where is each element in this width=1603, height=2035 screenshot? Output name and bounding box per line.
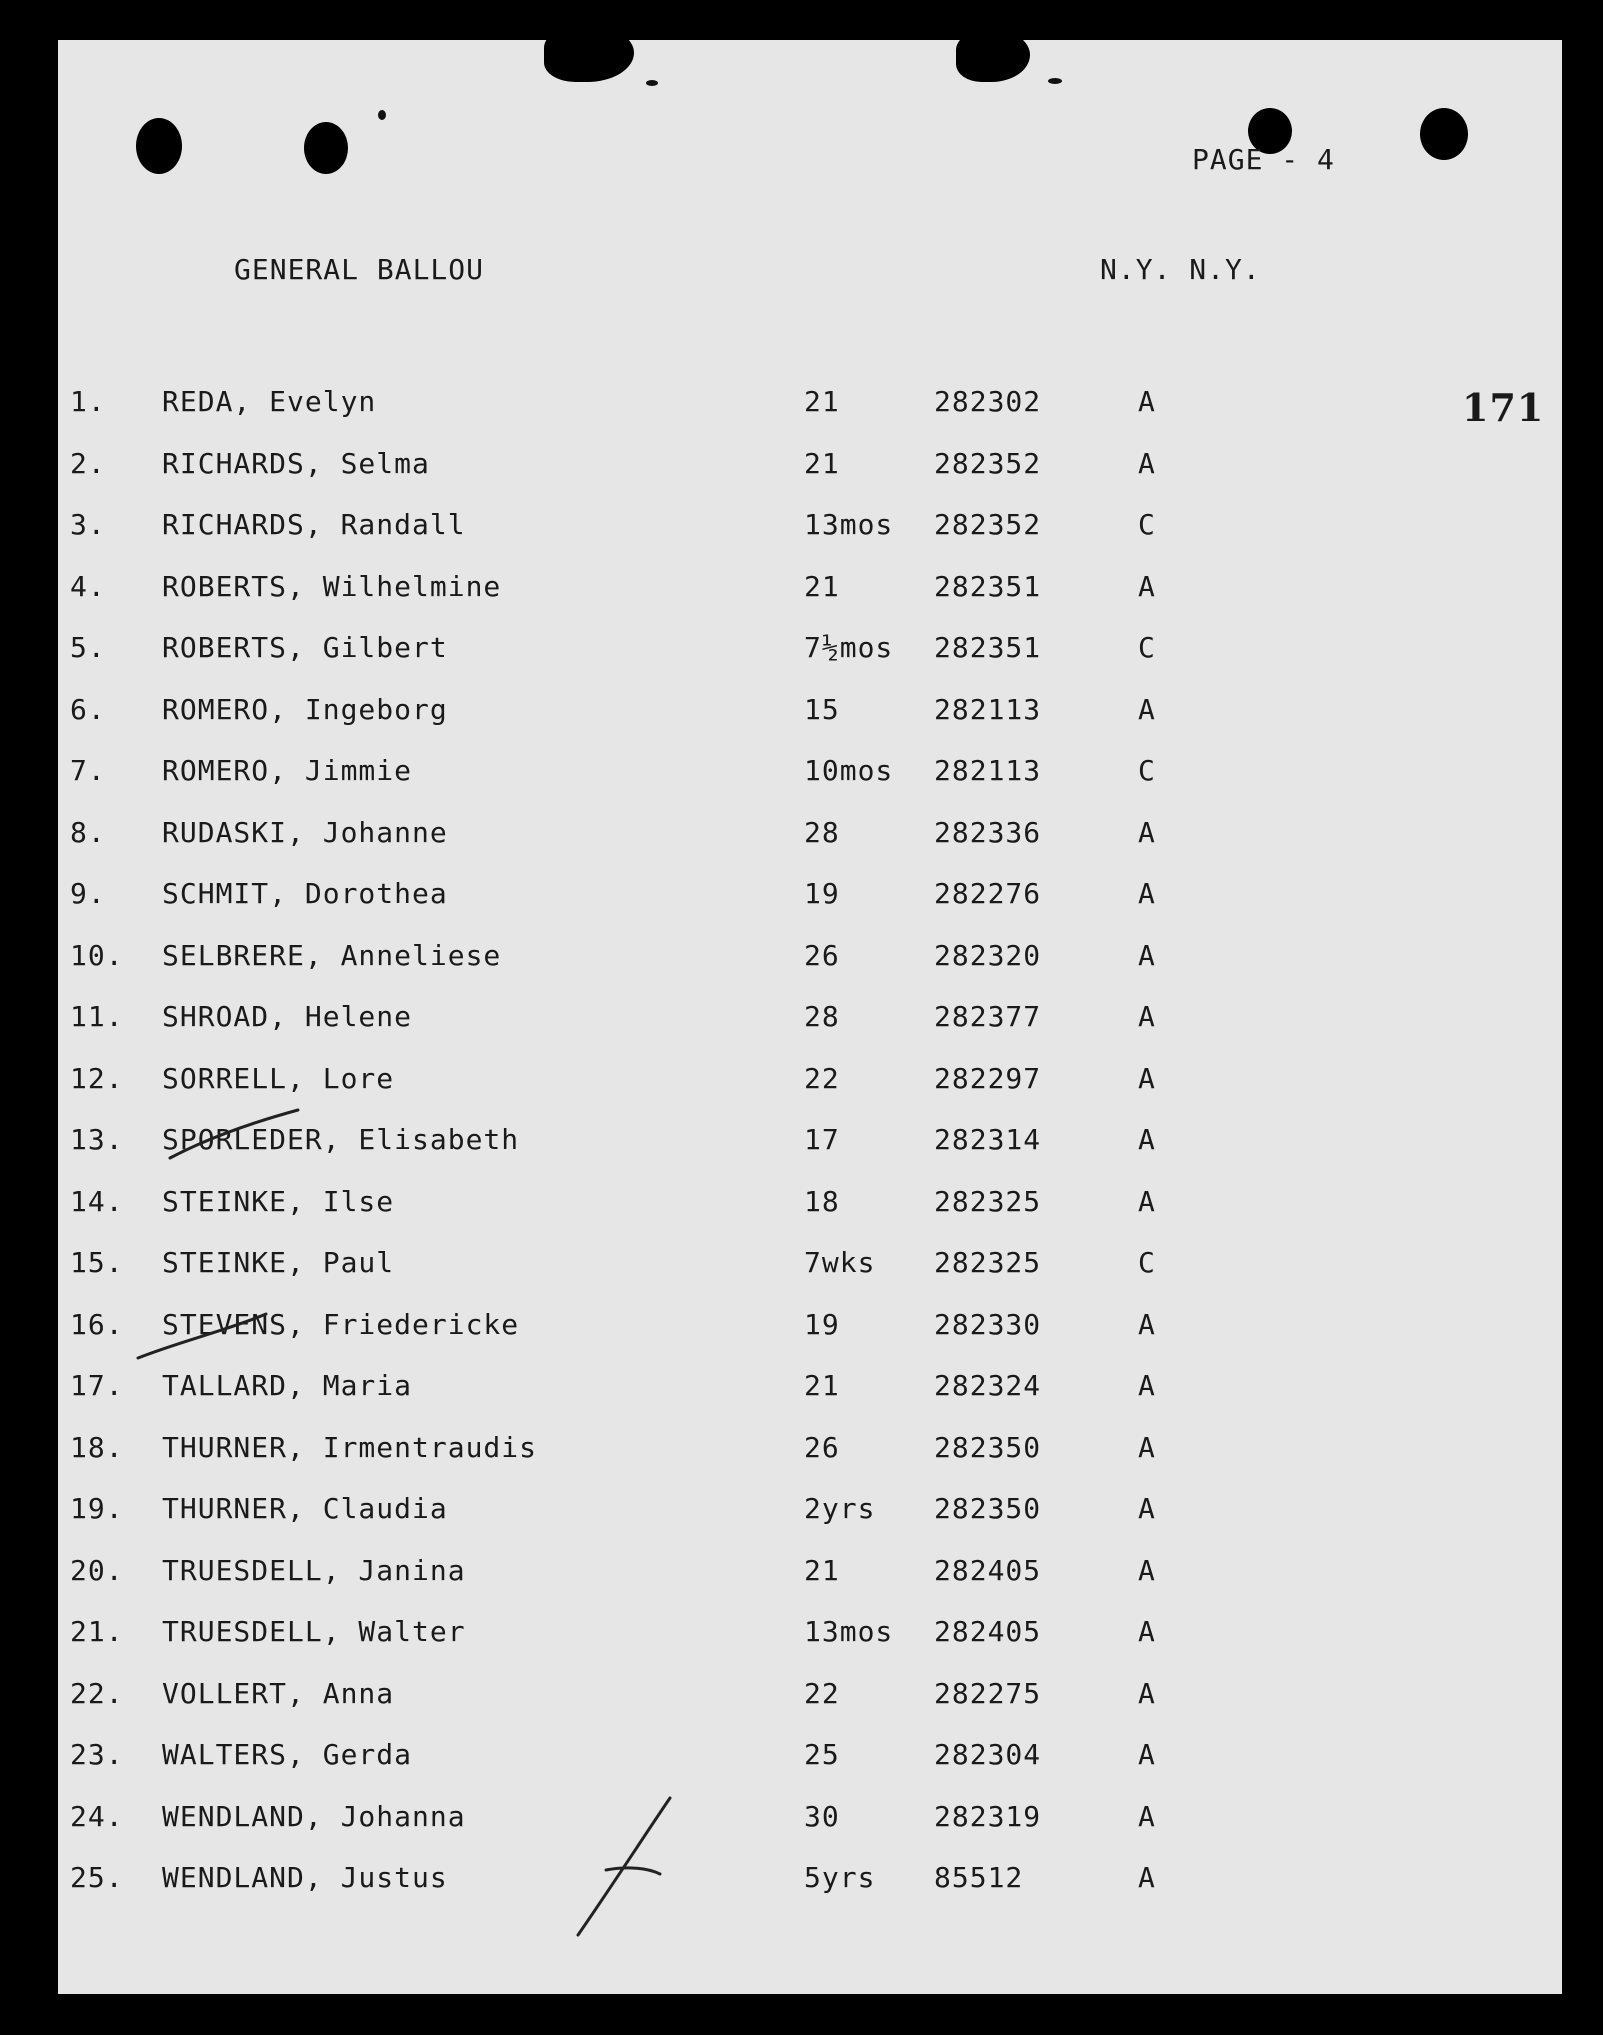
row-number: 20. [70,1553,124,1587]
passenger-id: 282350 [934,1430,1042,1464]
passenger-name: RICHARDS, Randall [162,508,466,541]
passenger-id: 282324 [934,1369,1042,1402]
passenger-id: 282330 [934,1307,1042,1341]
passenger-class: A [1138,815,1156,849]
passenger-class: A [1138,1676,1156,1710]
passenger-age: 19 [804,877,840,910]
passenger-id: 282275 [934,1676,1042,1710]
passenger-id: 282336 [934,815,1042,849]
row-number: 24. [70,1799,124,1833]
page-label: PAGE - 4 [1192,143,1335,176]
passenger-age: 22 [804,1676,840,1710]
passenger-class: A [1138,1861,1156,1894]
passenger-name: RUDASKI, Johanne [162,815,448,849]
row-number: 3. [70,508,106,541]
row-number: 22. [70,1676,124,1710]
passenger-age: 28 [804,815,840,849]
passenger-name: TALLARD, Maria [162,1369,413,1402]
passenger-id: 282325 [934,1184,1042,1218]
passenger-name: WENDLAND, Johanna [162,1799,466,1833]
row-number: 7. [70,754,106,787]
passenger-name: STEVENS, Friedericke [162,1307,520,1341]
row-number: 23. [70,1738,124,1771]
passenger-age: 10mos [804,754,894,787]
passenger-id: 282325 [934,1246,1042,1279]
passenger-name: ROMERO, Ingeborg [162,692,448,726]
passenger-class: A [1138,877,1156,910]
manifest-page [58,40,1562,1994]
row-number: 13. [70,1123,124,1156]
passenger-name: SHROAD, Helene [162,1000,413,1033]
passenger-class: A [1138,1553,1156,1587]
passenger-age: 25 [804,1738,840,1771]
passenger-id: 85512 [934,1861,1024,1894]
passenger-id: 282352 [934,446,1042,480]
row-number: 19. [70,1492,124,1525]
row-number: 1. [70,385,106,418]
passenger-age: 21 [804,385,840,418]
passenger-class: A [1138,1369,1156,1402]
row-number: 8. [70,815,106,849]
passenger-name: STEINKE, Ilse [162,1184,395,1218]
passenger-age: 21 [804,1553,840,1587]
passenger-name: ROMERO, Jimmie [162,754,413,787]
passenger-age: 13mos [804,508,894,541]
passenger-class: C [1138,754,1156,787]
passenger-name: ROBERTS, Wilhelmine [162,569,502,603]
row-number: 15. [70,1246,124,1279]
row-number: 9. [70,877,106,910]
passenger-age: 30 [804,1799,840,1833]
passenger-id: 282405 [934,1615,1042,1648]
passenger-id: 282405 [934,1553,1042,1587]
row-number: 14. [70,1184,124,1218]
pencil-marks [58,40,1562,1994]
passenger-class: A [1138,1799,1156,1833]
passenger-class: A [1138,1123,1156,1156]
passenger-id: 282352 [934,508,1042,541]
row-number: 11. [70,1000,124,1033]
passenger-name: SCHMIT, Dorothea [162,877,448,910]
passenger-name: TRUESDELL, Walter [162,1615,466,1648]
passenger-class: A [1138,446,1156,480]
row-number: 21. [70,1615,124,1648]
passenger-id: 282320 [934,938,1042,972]
row-number: 17. [70,1369,124,1402]
check-mark-13 [170,1110,298,1158]
passenger-name: SORRELL, Lore [162,1061,395,1095]
passenger-age: 22 [804,1061,840,1095]
passenger-name: THURNER, Irmentraudis [162,1430,538,1464]
row-number: 6. [70,692,106,726]
passenger-class: A [1138,1307,1156,1341]
passenger-id: 282377 [934,1000,1042,1033]
passenger-class: C [1138,508,1156,541]
passenger-name: RICHARDS, Selma [162,446,430,480]
passenger-name: WENDLAND, Justus [162,1861,448,1894]
passenger-age: 5yrs [804,1861,876,1894]
passenger-name: VOLLERT, Anna [162,1676,395,1710]
passenger-id: 282319 [934,1799,1042,1833]
passenger-id: 282350 [934,1492,1042,1525]
port-name: N.Y. N.Y. [1100,253,1261,286]
row-number: 2. [70,446,106,480]
passenger-class: A [1138,692,1156,726]
passenger-age: 13mos [804,1615,894,1648]
passenger-name: THURNER, Claudia [162,1492,448,1525]
passenger-age: 21 [804,569,840,603]
passenger-age: 15 [804,692,840,726]
passenger-name: WALTERS, Gerda [162,1738,413,1771]
passenger-age: 7wks [804,1246,876,1279]
passenger-id: 282351 [934,631,1042,664]
passenger-id: 282351 [934,569,1042,603]
passenger-age: 26 [804,1430,840,1464]
signature-mark [578,1798,670,1935]
passenger-class: C [1138,631,1156,664]
row-number: 16. [70,1307,124,1341]
passenger-class: A [1138,569,1156,603]
passenger-id: 282302 [934,385,1042,418]
row-number: 12. [70,1061,124,1095]
passenger-id: 282113 [934,754,1042,787]
passenger-name: SELBRERE, Anneliese [162,938,502,972]
row-number: 4. [70,569,106,603]
row-number: 5. [70,631,106,664]
passenger-class: A [1138,1492,1156,1525]
row-number: 25. [70,1861,124,1894]
passenger-age: 2yrs [804,1492,876,1525]
check-mark-16 [138,1314,266,1358]
passenger-id: 282304 [934,1738,1042,1771]
passenger-name: TRUESDELL, Janina [162,1553,466,1587]
passenger-class: A [1138,385,1156,418]
passenger-class: A [1138,1430,1156,1464]
passenger-name: ROBERTS, Gilbert [162,631,448,664]
passenger-age: 21 [804,446,840,480]
passenger-id: 282276 [934,877,1042,910]
passenger-id: 282113 [934,692,1042,726]
passenger-age: 21 [804,1369,840,1402]
passenger-age: 7½mos [804,631,894,664]
passenger-name: STEINKE, Paul [162,1246,395,1279]
passenger-class: A [1138,1615,1156,1648]
passenger-class: A [1138,1184,1156,1218]
folio-number: 171 [1462,385,1545,430]
passenger-age: 28 [804,1000,840,1033]
passenger-class: A [1138,1061,1156,1095]
passenger-class: A [1138,1738,1156,1771]
passenger-age: 18 [804,1184,840,1218]
passenger-id: 282314 [934,1123,1042,1156]
passenger-class: C [1138,1246,1156,1279]
passenger-age: 26 [804,938,840,972]
ship-name: GENERAL BALLOU [234,253,485,286]
passenger-age: 17 [804,1123,840,1156]
passenger-id: 282297 [934,1061,1042,1095]
row-number: 18. [70,1430,124,1464]
passenger-name: SPORLEDER, Elisabeth [162,1123,520,1156]
passenger-age: 19 [804,1307,840,1341]
row-number: 10. [70,938,124,972]
passenger-name: REDA, Evelyn [162,385,377,418]
passenger-class: A [1138,938,1156,972]
passenger-class: A [1138,1000,1156,1033]
